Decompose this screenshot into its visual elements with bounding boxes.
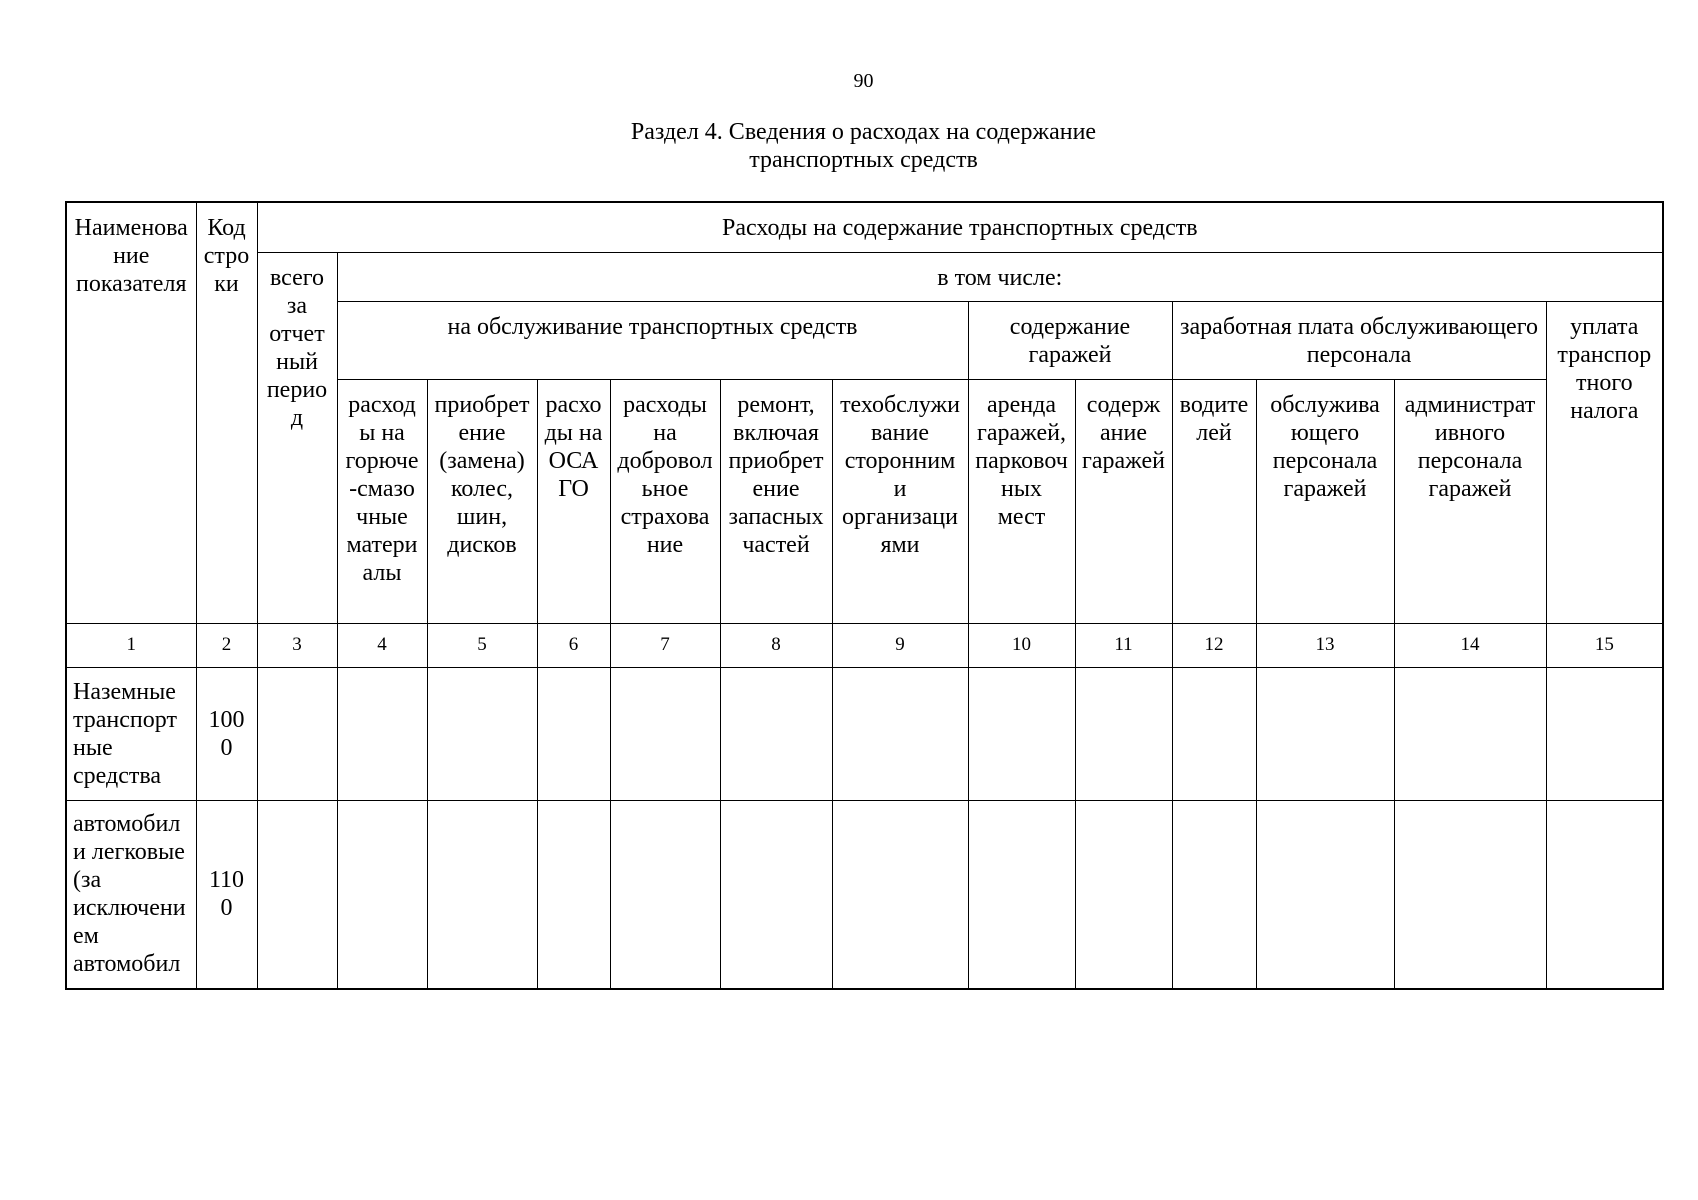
header-wheels-tires: приобретение (замена) колес, шин, дисков — [427, 379, 537, 623]
header-third-party-service: техобслуживание сторонними организациями — [832, 379, 968, 623]
page-number: 90 — [853, 70, 874, 92]
row-name: автомобили легковые (за исключением автомобил — [66, 800, 196, 989]
column-number: 10 — [968, 623, 1075, 667]
data-cell — [337, 667, 427, 800]
column-number: 6 — [537, 623, 610, 667]
data-cell — [257, 800, 337, 989]
vehicle-expenses-table — [65, 201, 1664, 990]
data-cell — [1172, 800, 1256, 989]
column-numbers-row — [66, 623, 1663, 667]
data-cell — [537, 800, 610, 989]
header-including: в том числе: — [337, 252, 1663, 301]
header-total-period: всего за отчетный период — [257, 252, 337, 623]
header-garage-group: содержание гаражей — [968, 301, 1172, 379]
data-cell — [427, 800, 537, 989]
column-number: 4 — [337, 623, 427, 667]
data-cell — [1394, 667, 1546, 800]
data-cell — [257, 667, 337, 800]
header-line-code: Код строки — [196, 202, 257, 623]
header-salary-group: заработная плата обслуживающего персонала — [1172, 301, 1546, 379]
table-row — [66, 667, 1663, 800]
header-garage-rent: аренда гаражей, парковочных мест — [968, 379, 1075, 623]
column-number: 15 — [1546, 623, 1663, 667]
header-row-1 — [66, 202, 1663, 252]
column-number: 13 — [1256, 623, 1394, 667]
header-row-2 — [66, 252, 1663, 301]
data-cell — [968, 667, 1075, 800]
section-title — [65, 118, 1662, 174]
section-title-line-2: транспортных средств — [749, 147, 978, 173]
header-voluntary-insurance: расходы на добровольное страхование — [610, 379, 720, 623]
row-name: Наземные транспортные средства — [66, 667, 196, 800]
data-cell — [610, 800, 720, 989]
data-cell — [1075, 667, 1172, 800]
section-title-line-1: Раздел 4. Сведения о расходах на содержание — [630, 119, 1097, 145]
row-code: 1000 — [196, 667, 257, 800]
data-cell — [610, 667, 720, 800]
column-number: 12 — [1172, 623, 1256, 667]
column-number: 9 — [832, 623, 968, 667]
header-transport-tax: уплата транспортного налога — [1546, 301, 1663, 623]
header-repair-parts: ремонт, включая приобретение запасных частей — [720, 379, 832, 623]
data-cell — [720, 800, 832, 989]
data-cell — [1394, 800, 1546, 989]
data-cell — [337, 800, 427, 989]
data-cell — [1256, 800, 1394, 989]
header-drivers: водителей — [1172, 379, 1256, 623]
column-number: 7 — [610, 623, 720, 667]
column-number: 2 — [196, 623, 257, 667]
header-admin-staff: административного персонала гаражей — [1394, 379, 1546, 623]
header-garage-maintenance: содержание гаражей — [1075, 379, 1172, 623]
data-cell — [1546, 800, 1663, 989]
data-cell — [1075, 800, 1172, 989]
data-cell — [968, 800, 1075, 989]
header-garage-staff: обслуживающего персонала гаражей — [1256, 379, 1394, 623]
data-cell — [537, 667, 610, 800]
data-cell — [1172, 667, 1256, 800]
header-expenses: Расходы на содержание транспортных средств — [257, 202, 1663, 252]
header-indicator: Наименование показателя — [66, 202, 196, 623]
table-row — [66, 800, 1663, 989]
row-code: 1100 — [196, 800, 257, 989]
header-osago: расходы на ОСАГО — [537, 379, 610, 623]
column-number: 1 — [66, 623, 196, 667]
data-cell — [720, 667, 832, 800]
data-cell — [832, 800, 968, 989]
data-cell — [1256, 667, 1394, 800]
column-number: 8 — [720, 623, 832, 667]
header-fuel-lubricants: расходы на горюче-смазочные материалы — [337, 379, 427, 623]
column-number: 3 — [257, 623, 337, 667]
header-service-group: на обслуживание транспортных средств — [337, 301, 968, 379]
column-number: 11 — [1075, 623, 1172, 667]
data-cell — [1546, 667, 1663, 800]
data-cell — [832, 667, 968, 800]
column-number: 14 — [1394, 623, 1546, 667]
column-number: 5 — [427, 623, 537, 667]
data-cell — [427, 667, 537, 800]
